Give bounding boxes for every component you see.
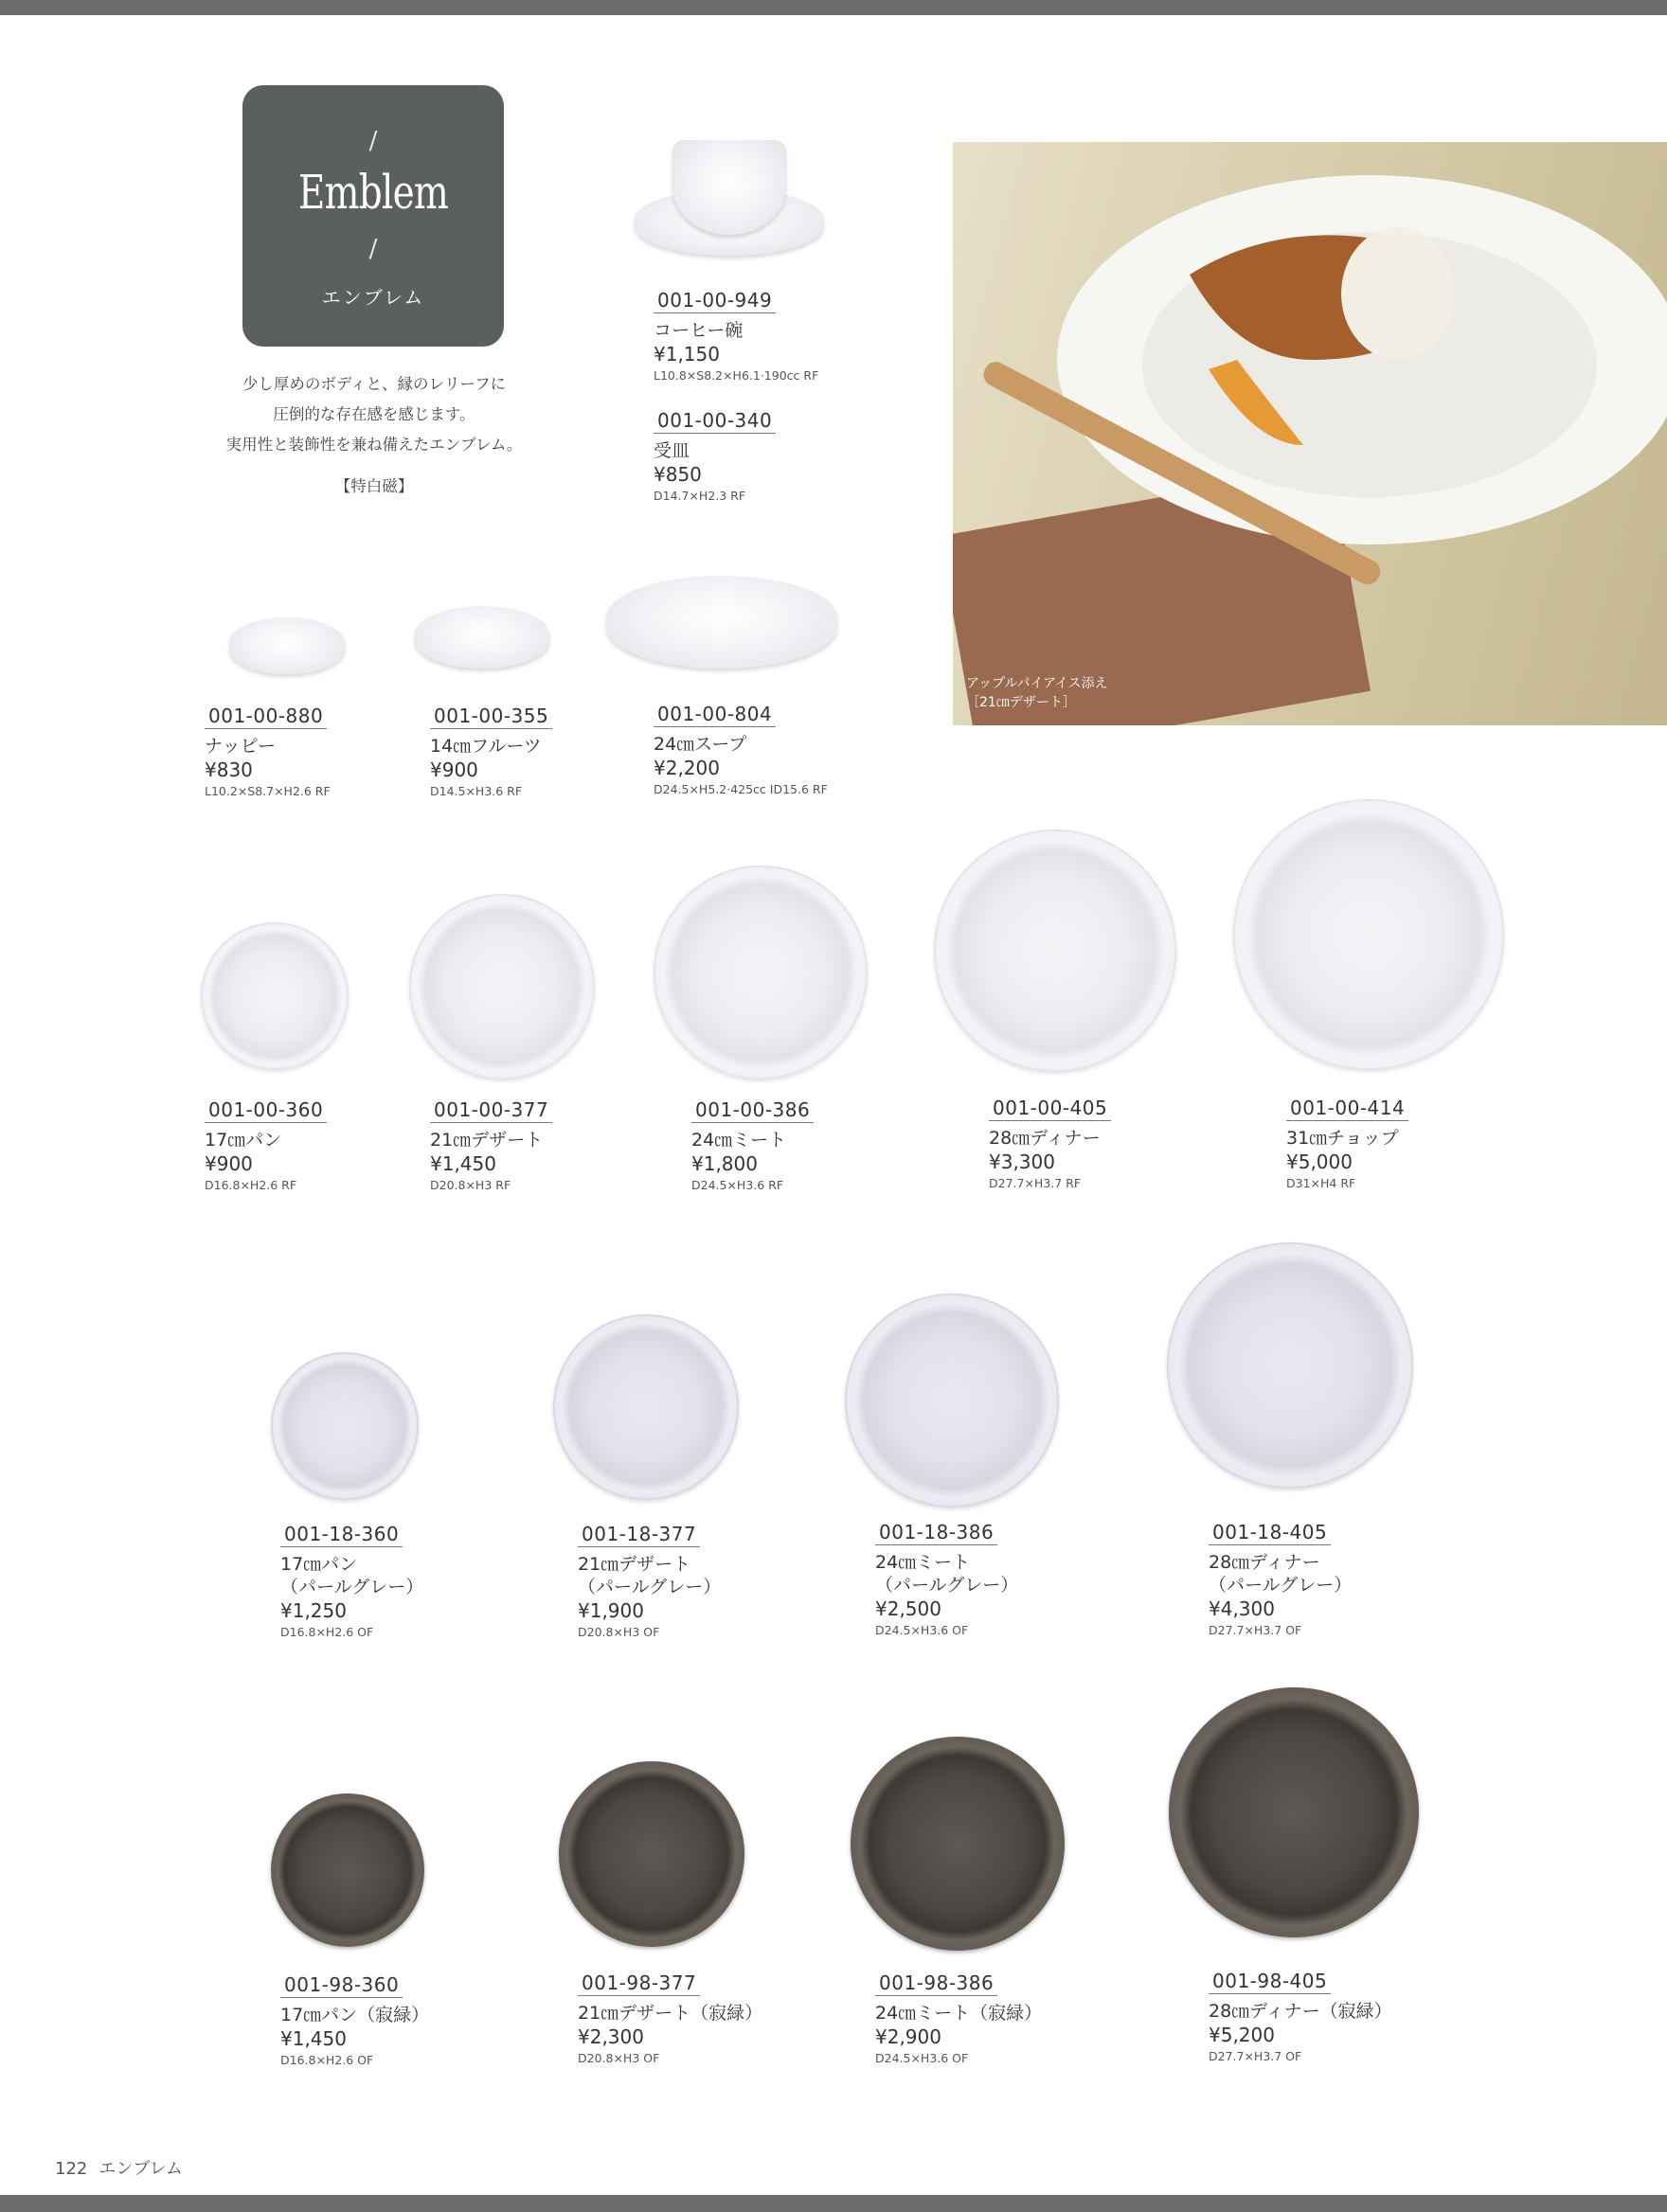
product-001-00-405 <box>989 1097 1207 1190</box>
product-001-00-804 <box>654 703 938 796</box>
product-price: ¥900 <box>430 758 478 781</box>
product-001-00-414 <box>1286 1097 1504 1190</box>
fruit-bowl-image <box>415 606 549 669</box>
product-name: 17㎝パン（寂緑） <box>280 2005 430 2025</box>
product-spec: D24.5×H3.6 RF <box>691 1178 784 1192</box>
product-name: ナッピー <box>205 736 276 757</box>
product-code: 001-00-360 <box>205 1098 327 1123</box>
photo-caption-line-2: ［21㎝デザート］ <box>966 695 1076 710</box>
product-spec: D14.7×H2.3 RF <box>654 489 746 503</box>
product-price: ¥3,300 <box>989 1151 1055 1173</box>
soup-bowl-image <box>606 576 837 669</box>
top-bar <box>0 0 1667 15</box>
product-001-00-949 <box>654 289 871 383</box>
product-price: ¥1,450 <box>280 2027 347 2050</box>
product-001-00-386 <box>691 1098 909 1192</box>
product-code: 001-00-949 <box>654 289 776 313</box>
plate-24cm-pearl-grey-image <box>845 1293 1059 1507</box>
product-price: ¥1,150 <box>654 343 720 366</box>
product-code: 001-00-405 <box>989 1097 1111 1121</box>
product-price: ¥900 <box>205 1152 253 1175</box>
product-variant: （パールグレー） <box>875 1575 1019 1596</box>
product-code: 001-00-355 <box>430 705 552 729</box>
product-001-18-377 <box>578 1523 796 1639</box>
product-name: 21㎝デザート <box>578 1554 691 1575</box>
product-price: ¥2,500 <box>875 1597 941 1620</box>
intro-text <box>189 369 559 502</box>
plate-21cm-sabiroku-image <box>559 1761 744 1947</box>
product-code: 001-00-377 <box>430 1098 552 1123</box>
product-price: ¥850 <box>654 463 702 486</box>
product-code: 001-18-386 <box>875 1521 997 1545</box>
brand-name: Emblem <box>297 165 449 220</box>
product-001-00-360 <box>205 1098 422 1192</box>
product-name: 21㎝デザート <box>430 1130 544 1151</box>
product-code: 001-18-405 <box>1209 1521 1331 1545</box>
product-variant: （パールグレー） <box>578 1577 722 1597</box>
product-spec: D16.8×H2.6 OF <box>280 2053 374 2067</box>
plate-21cm-white-image <box>409 894 595 1079</box>
product-name: コーヒー碗 <box>654 320 744 341</box>
product-name: 24㎝ミート <box>691 1130 787 1151</box>
intro-line-1: 少し厚めのボディと、縁のレリーフに <box>242 375 507 393</box>
bottom-bar <box>0 2195 1667 2212</box>
photo-caption <box>966 674 1108 712</box>
product-spec: D16.8×H2.6 OF <box>280 1625 374 1639</box>
product-001-98-405 <box>1209 1970 1426 2063</box>
product-name: 24㎝スープ <box>654 734 747 755</box>
product-spec: D24.5×H3.6 OF <box>875 2051 969 2065</box>
food-photo-illustration <box>953 142 1667 725</box>
product-spec: D24.5×H5.2·425cc ID15.6 RF <box>654 782 828 796</box>
brand-slash-top: / <box>368 127 378 155</box>
product-code: 001-98-386 <box>875 1971 997 1996</box>
product-001-98-386 <box>875 1971 1093 2065</box>
product-name: 28㎝ディナー <box>989 1128 1101 1149</box>
footer-section: エンブレム <box>99 2159 183 2179</box>
page-footer <box>55 2155 183 2180</box>
product-001-18-405 <box>1209 1521 1426 1637</box>
product-spec: L10.8×S8.2×H6.1·190cc RF <box>654 368 819 383</box>
product-001-00-355 <box>430 705 648 798</box>
product-code: 001-98-360 <box>280 1973 403 1998</box>
product-code: 001-00-386 <box>691 1098 814 1123</box>
product-spec: D24.5×H3.6 OF <box>875 1623 969 1637</box>
brand-badge <box>242 85 504 347</box>
product-price: ¥5,000 <box>1286 1151 1353 1173</box>
brand-kana: エンブレム <box>321 286 425 309</box>
product-code: 001-00-414 <box>1286 1097 1408 1121</box>
product-variant: （パールグレー） <box>1209 1575 1353 1596</box>
plate-24cm-white-image <box>654 865 868 1079</box>
product-name: 24㎝ミート <box>875 1552 971 1573</box>
product-spec: D31×H4 RF <box>1286 1176 1356 1190</box>
plate-28cm-pearl-grey-image <box>1167 1242 1413 1489</box>
plate-17cm-pearl-grey-image <box>271 1352 419 1500</box>
product-code: 001-00-880 <box>205 705 327 729</box>
plate-28cm-white-image <box>934 830 1176 1072</box>
product-price: ¥2,300 <box>578 2025 644 2048</box>
product-code: 001-00-340 <box>654 409 776 434</box>
product-001-98-377 <box>578 1971 796 2065</box>
product-price: ¥1,450 <box>430 1152 496 1175</box>
brand-slash-bottom: / <box>368 235 378 263</box>
product-code: 001-98-377 <box>578 1971 700 1996</box>
material-label: 【特白磁】 <box>334 477 414 495</box>
intro-line-3: 実用性と装飾性を兼ね備えたエンブレム。 <box>225 436 523 454</box>
plate-21cm-pearl-grey-image <box>553 1314 739 1500</box>
product-code: 001-98-405 <box>1209 1970 1331 1994</box>
product-price: ¥2,900 <box>875 2025 941 2048</box>
product-price: ¥5,200 <box>1209 2024 1275 2046</box>
product-name: 17㎝パン <box>205 1130 282 1151</box>
product-name: 17㎝パン <box>280 1554 358 1575</box>
coffee-cup-body-image <box>672 140 786 235</box>
plate-24cm-sabiroku-image <box>851 1737 1065 1951</box>
plate-28cm-sabiroku-image <box>1169 1687 1419 1937</box>
nappy-image <box>229 617 345 674</box>
product-001-00-377 <box>430 1098 648 1192</box>
product-code: 001-18-377 <box>578 1523 700 1547</box>
product-name: 21㎝デザート（寂緑） <box>578 2003 763 2024</box>
product-spec: D20.8×H3 OF <box>578 1625 660 1639</box>
product-name: 受皿 <box>654 440 690 461</box>
plate-17cm-sabiroku-image <box>271 1793 424 1947</box>
product-name: 24㎝ミート（寂緑） <box>875 2003 1043 2024</box>
product-name: 31㎝チョップ <box>1286 1128 1399 1149</box>
product-spec: D14.5×H3.6 RF <box>430 784 523 798</box>
product-price: ¥830 <box>205 758 253 781</box>
product-price: ¥4,300 <box>1209 1597 1275 1620</box>
product-code: 001-18-360 <box>280 1523 403 1547</box>
product-spec: D16.8×H2.6 RF <box>205 1178 297 1192</box>
product-001-18-360 <box>280 1523 498 1639</box>
product-name: 28㎝ディナー（寂緑） <box>1209 2001 1392 2022</box>
plate-31cm-white-image <box>1233 799 1504 1070</box>
product-name: 14㎝フルーツ <box>430 736 542 757</box>
product-spec: D20.8×H3 OF <box>578 2051 660 2065</box>
product-price: ¥1,800 <box>691 1152 758 1175</box>
product-001-98-360 <box>280 1973 498 2067</box>
product-spec: D27.7×H3.7 OF <box>1209 2049 1302 2063</box>
product-name: 28㎝ディナー <box>1209 1552 1320 1573</box>
product-spec: D27.7×H3.7 OF <box>1209 1623 1302 1637</box>
product-001-18-386 <box>875 1521 1093 1637</box>
product-price: ¥2,200 <box>654 757 720 779</box>
plate-17cm-white-image <box>201 922 349 1070</box>
product-variant: （パールグレー） <box>280 1577 424 1597</box>
product-spec: D27.7×H3.7 RF <box>989 1176 1082 1190</box>
product-spec: L10.2×S8.7×H2.6 RF <box>205 784 331 798</box>
photo-caption-line-1: アップルパイアイス添え <box>966 676 1108 691</box>
product-price: ¥1,250 <box>280 1599 347 1622</box>
food-photo <box>953 142 1667 725</box>
product-001-00-340 <box>654 409 871 503</box>
page-number: 122 <box>55 2159 88 2179</box>
product-price: ¥1,900 <box>578 1599 644 1622</box>
product-spec: D20.8×H3 RF <box>430 1178 511 1192</box>
intro-line-2: 圧倒的な存在感を感じます。 <box>273 405 475 423</box>
product-001-00-880 <box>205 705 422 798</box>
product-code: 001-00-804 <box>654 703 776 727</box>
